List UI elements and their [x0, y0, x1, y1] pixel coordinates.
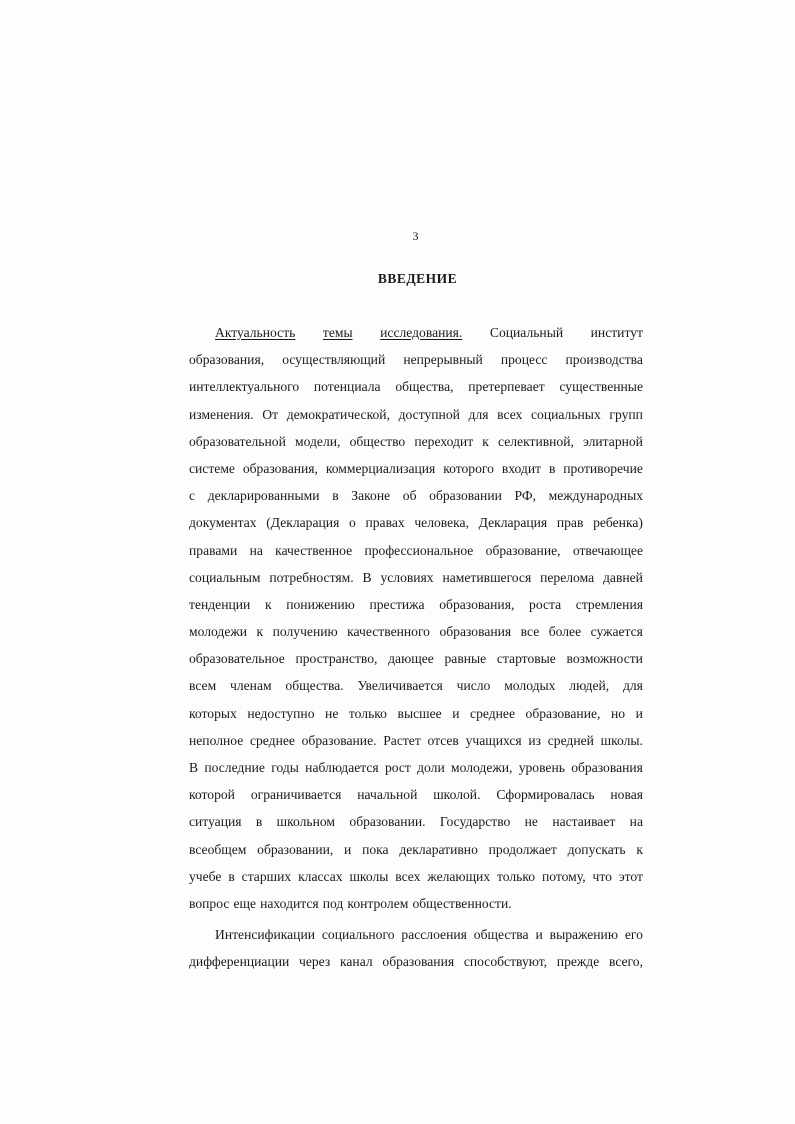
- word: образование,: [525, 705, 601, 721]
- text-line: [189, 460, 643, 487]
- word: профессиональное: [364, 542, 474, 558]
- word: членам: [230, 678, 272, 694]
- word: Сформировалась: [496, 787, 595, 803]
- word: в: [228, 868, 235, 884]
- word: и: [635, 705, 643, 721]
- word: последние: [204, 760, 265, 775]
- word: неполное: [189, 732, 244, 748]
- word: правами: [189, 542, 238, 558]
- word: демократической,: [286, 406, 390, 422]
- word: образования: [382, 954, 455, 970]
- word: декларированными: [207, 488, 320, 504]
- word: Интенсификации: [215, 927, 315, 943]
- word: международных: [548, 488, 643, 504]
- word: селективной,: [498, 433, 574, 449]
- text-line: [189, 406, 643, 433]
- word: молодежи,: [451, 760, 513, 775]
- word: к: [482, 433, 489, 449]
- word: существенные: [559, 379, 643, 395]
- word: только: [348, 705, 387, 721]
- text-line: [189, 324, 643, 351]
- text-line: [189, 623, 643, 650]
- word: в: [255, 814, 263, 830]
- word: людей,: [569, 678, 610, 694]
- word: желающих: [427, 868, 491, 884]
- word: условиях: [380, 569, 434, 585]
- word: социальным: [189, 569, 261, 585]
- word: институт: [590, 325, 643, 340]
- word: общества: [473, 927, 529, 943]
- text-line: [189, 868, 643, 895]
- word: и: [452, 705, 460, 721]
- word: и: [535, 927, 543, 943]
- word: для: [468, 406, 489, 422]
- word: о: [349, 515, 356, 531]
- word: которых: [189, 705, 237, 721]
- word: на: [249, 542, 263, 558]
- word: претерпевает: [468, 379, 545, 395]
- word: к: [256, 624, 264, 640]
- word: роста: [529, 596, 562, 612]
- word: но: [610, 705, 626, 721]
- word: учебе: [189, 868, 222, 884]
- text-line: [189, 514, 643, 541]
- word: образования: [571, 760, 643, 775]
- page-title: ВВЕДЕНИЕ: [377, 271, 458, 286]
- word: правах: [365, 515, 405, 531]
- word: равные: [444, 651, 487, 667]
- word: из: [528, 732, 542, 748]
- word: допускать: [567, 841, 626, 857]
- word: производства: [565, 352, 643, 368]
- word: процесс: [500, 352, 548, 368]
- word: прежде: [556, 954, 600, 970]
- word: старших: [241, 868, 292, 884]
- text-line: [189, 926, 643, 953]
- page-number: 3: [412, 229, 419, 243]
- word: ситуация: [189, 814, 242, 830]
- word: элитарной: [583, 433, 643, 449]
- word: образование,: [485, 542, 561, 558]
- section-heading-word: темы: [322, 325, 353, 340]
- word: его: [624, 927, 643, 943]
- word: получению: [272, 624, 338, 640]
- word: более: [548, 624, 582, 640]
- word: классах: [298, 868, 343, 884]
- word: Растет: [383, 732, 421, 748]
- word: документах: [189, 515, 257, 531]
- word: пока: [362, 841, 389, 857]
- word: В: [362, 569, 372, 585]
- body-text: [189, 324, 643, 981]
- word: продолжает: [488, 841, 557, 857]
- word: под: [322, 895, 344, 911]
- word: (Декларация: [266, 515, 340, 531]
- section-heading-word: Актуальность: [215, 325, 296, 340]
- word: находится: [260, 895, 319, 911]
- word: настаивает: [552, 814, 616, 830]
- word: выражению: [549, 927, 618, 943]
- word: молодых: [504, 678, 556, 694]
- word: средней: [547, 732, 594, 748]
- word: учащихся: [465, 732, 522, 748]
- text-line: [189, 677, 643, 704]
- word: Увеличивается: [357, 678, 443, 694]
- word: социальных: [531, 406, 601, 422]
- text-line: [189, 813, 643, 840]
- word: среднее: [249, 732, 295, 748]
- word: образовательной: [189, 433, 286, 449]
- word: расслоения: [401, 927, 467, 943]
- word: среднее: [470, 705, 515, 721]
- word: Декларация: [478, 515, 548, 531]
- word: что: [592, 868, 612, 884]
- word: и: [344, 841, 352, 857]
- word: всем: [189, 678, 217, 694]
- word: давней: [603, 569, 643, 585]
- word: наметившегося: [442, 569, 532, 585]
- word: В: [189, 760, 199, 775]
- word: наблюдается: [305, 760, 379, 775]
- text-line: [189, 705, 643, 732]
- word: все: [520, 624, 540, 640]
- word: стартовые: [496, 651, 556, 667]
- word: образования,: [189, 352, 265, 368]
- text-line: [189, 759, 643, 786]
- word: через: [299, 954, 331, 970]
- word: образования,: [439, 596, 515, 612]
- word: школы: [349, 868, 389, 884]
- word: потенциала: [313, 379, 381, 395]
- word: общества.: [285, 678, 344, 694]
- word: коммерциализация: [325, 460, 436, 476]
- word: всеобщем: [189, 841, 247, 857]
- word: пространство,: [295, 651, 378, 667]
- word: Социальный: [489, 325, 564, 340]
- word: способствуют,: [463, 954, 548, 970]
- word: годы: [271, 760, 299, 775]
- word: входит: [501, 460, 542, 476]
- word: От: [262, 406, 279, 422]
- text-line: [189, 786, 643, 813]
- word: образовательное: [189, 651, 285, 667]
- word: вопрос: [189, 895, 230, 911]
- section-heading-word: исследования.: [380, 325, 463, 340]
- word: переходит: [414, 433, 474, 449]
- word: недоступно: [247, 705, 315, 721]
- word: молодежи: [189, 624, 248, 640]
- word: школой.: [433, 787, 481, 803]
- word: только: [497, 868, 536, 884]
- word: системе: [189, 460, 235, 476]
- word: школы.: [600, 732, 643, 748]
- word: всего,: [608, 954, 643, 970]
- word: Законе: [351, 488, 391, 504]
- word: сужается: [590, 624, 643, 640]
- word: тенденции: [189, 596, 251, 612]
- text-line: [189, 650, 643, 677]
- word: рост: [384, 760, 411, 775]
- word: с: [189, 488, 196, 504]
- text-line: [189, 895, 643, 922]
- word: образовании.: [349, 814, 426, 830]
- word: общество: [349, 433, 406, 449]
- word: число: [456, 678, 491, 694]
- word: к: [264, 596, 272, 612]
- word: которого: [443, 460, 494, 476]
- word: уровень: [518, 760, 565, 775]
- text-line: [189, 351, 643, 378]
- word: доли: [417, 760, 445, 775]
- word: начальной: [357, 787, 418, 803]
- word: модели,: [295, 433, 341, 449]
- word: изменения.: [189, 406, 254, 422]
- text-line: [189, 487, 643, 514]
- word: качественное: [275, 542, 353, 558]
- word: прав: [556, 515, 584, 531]
- word: всех: [497, 406, 523, 422]
- word: доступной: [398, 406, 460, 422]
- word: об: [402, 488, 417, 504]
- word: общественности.: [412, 895, 512, 911]
- word: к: [636, 841, 643, 857]
- word: престижа: [369, 596, 425, 612]
- text-line: [189, 841, 643, 868]
- text-line: [189, 378, 643, 405]
- text-line: [189, 569, 643, 596]
- word: еще: [233, 895, 256, 911]
- word: непрерывный: [403, 352, 483, 368]
- word: дающее: [388, 651, 434, 667]
- word: образования: [439, 624, 512, 640]
- word: новая: [610, 787, 643, 803]
- word: перелома: [540, 569, 595, 585]
- word: декларативно: [399, 841, 478, 857]
- word: общества,: [395, 379, 454, 395]
- word: дифференциации: [189, 954, 290, 970]
- word: понижению: [286, 596, 355, 612]
- word: интеллектуального: [189, 379, 300, 395]
- word: в: [332, 488, 339, 504]
- word: Государство: [439, 814, 511, 830]
- word: не: [524, 814, 538, 830]
- word: социального: [321, 927, 395, 943]
- word: на: [629, 814, 643, 830]
- text-line: [189, 596, 643, 623]
- word: для: [622, 678, 643, 694]
- word: канал: [340, 954, 373, 970]
- word: этот: [618, 868, 643, 884]
- text-line: [189, 953, 643, 980]
- word: человека,: [414, 515, 469, 531]
- word: образования,: [242, 460, 318, 476]
- text-line: [189, 433, 643, 460]
- word: ребенка): [593, 515, 643, 531]
- text-line: [189, 542, 643, 569]
- word: групп: [609, 406, 643, 422]
- word: всех: [395, 868, 421, 884]
- word: не: [325, 705, 339, 721]
- word: РФ,: [514, 488, 536, 504]
- word: в: [548, 460, 556, 476]
- word: которой: [189, 787, 235, 803]
- word: отвечающее: [572, 542, 643, 558]
- word: осуществляющий: [282, 352, 386, 368]
- word: контролем: [347, 895, 409, 911]
- word: высшее: [397, 705, 442, 721]
- word: противоречие: [563, 460, 643, 476]
- word: возможности: [566, 651, 643, 667]
- word: потребностям.: [269, 569, 354, 585]
- word: стремления: [575, 596, 643, 612]
- word: школьном: [276, 814, 336, 830]
- text-line: [189, 732, 643, 759]
- word: ограничивается: [250, 787, 342, 803]
- word: образовании: [429, 488, 502, 504]
- word: отсев: [427, 732, 459, 748]
- word: качественного: [347, 624, 430, 640]
- word: образование.: [301, 732, 377, 748]
- word: образовании,: [257, 841, 334, 857]
- word: потому,: [541, 868, 586, 884]
